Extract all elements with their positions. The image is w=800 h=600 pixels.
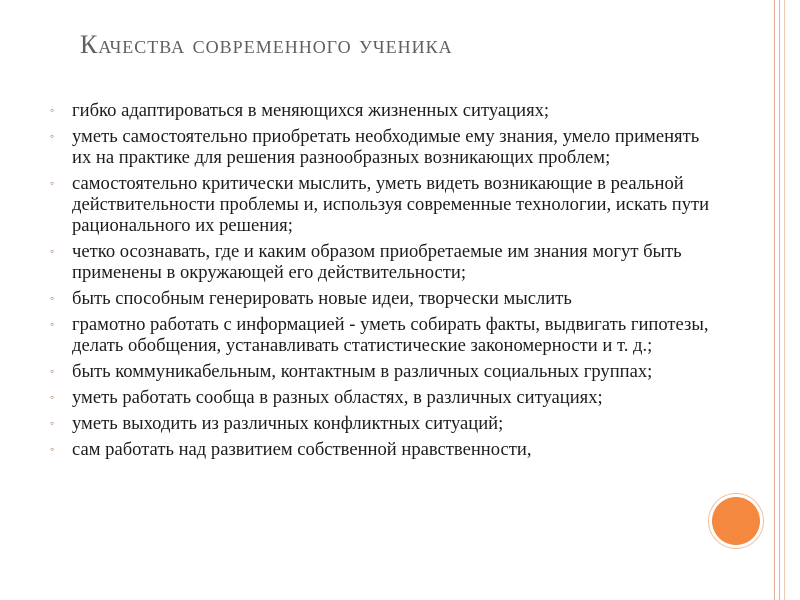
bullet-text: четко осознавать, где и каким образом приобретаемые им знания могут быть применены в окружающей его действительности; <box>72 241 682 283</box>
bullet-text: быть способным генерировать новые идеи, творчески мыслить <box>72 288 572 309</box>
bullet-text: уметь выходить из различных конфликтных ситуаций; <box>72 413 504 434</box>
bullet-item <box>50 173 710 236</box>
bullet-marker-icon: ◦ <box>50 176 55 190</box>
bullet-text: уметь работать сообща в разных областях, в различных ситуациях; <box>72 387 603 408</box>
bullet-item <box>50 413 710 434</box>
bullet-marker-icon: ◦ <box>50 390 55 404</box>
bullet-text: самостоятельно критически мыслить, уметь видеть возникающие в реальной действительности проблемы и, используя современные технологии, искать пути рационального их решения; <box>72 173 710 236</box>
bullet-marker-icon: ◦ <box>50 416 55 430</box>
bullet-item <box>50 126 710 168</box>
bullet-text: быть коммуникабельным, контактным в различных социальных группах; <box>72 361 653 382</box>
right-border-line <box>774 0 775 600</box>
bullet-item <box>50 361 710 382</box>
slide-title: Качества современного ученика <box>80 30 453 59</box>
bullet-marker-icon: ◦ <box>50 244 55 258</box>
bullet-marker-icon: ◦ <box>50 103 55 117</box>
bullet-text: сам работать над развитием собственной нравственности, <box>72 439 532 460</box>
bullet-item <box>50 314 710 356</box>
bullet-marker-icon: ◦ <box>50 129 55 143</box>
right-border-line <box>779 0 780 600</box>
bullet-text: гибко адаптироваться в меняющихся жизненных ситуациях; <box>72 100 550 121</box>
bullet-marker-icon: ◦ <box>50 317 55 331</box>
right-border-line <box>784 0 785 600</box>
bullet-text: грамотно работать с информацией - уметь собирать факты, выдвигать гипотезы, делать обобщения, устанавливать статистические закономерности и т. д.; <box>72 314 709 356</box>
bullet-item <box>50 387 710 408</box>
bullet-item <box>50 100 710 121</box>
bullet-item <box>50 288 710 309</box>
bullet-list <box>50 100 710 465</box>
bullet-marker-icon: ◦ <box>50 364 55 378</box>
accent-circle-decoration <box>712 497 760 545</box>
bullet-marker-icon: ◦ <box>50 442 55 456</box>
bullet-text: уметь самостоятельно приобретать необходимые ему знания, умело применять их на практике для решения разнообразных возникающих проблем; <box>72 126 700 168</box>
bullet-item <box>50 241 710 283</box>
bullet-marker-icon: ◦ <box>50 291 55 305</box>
bullet-item <box>50 439 710 460</box>
